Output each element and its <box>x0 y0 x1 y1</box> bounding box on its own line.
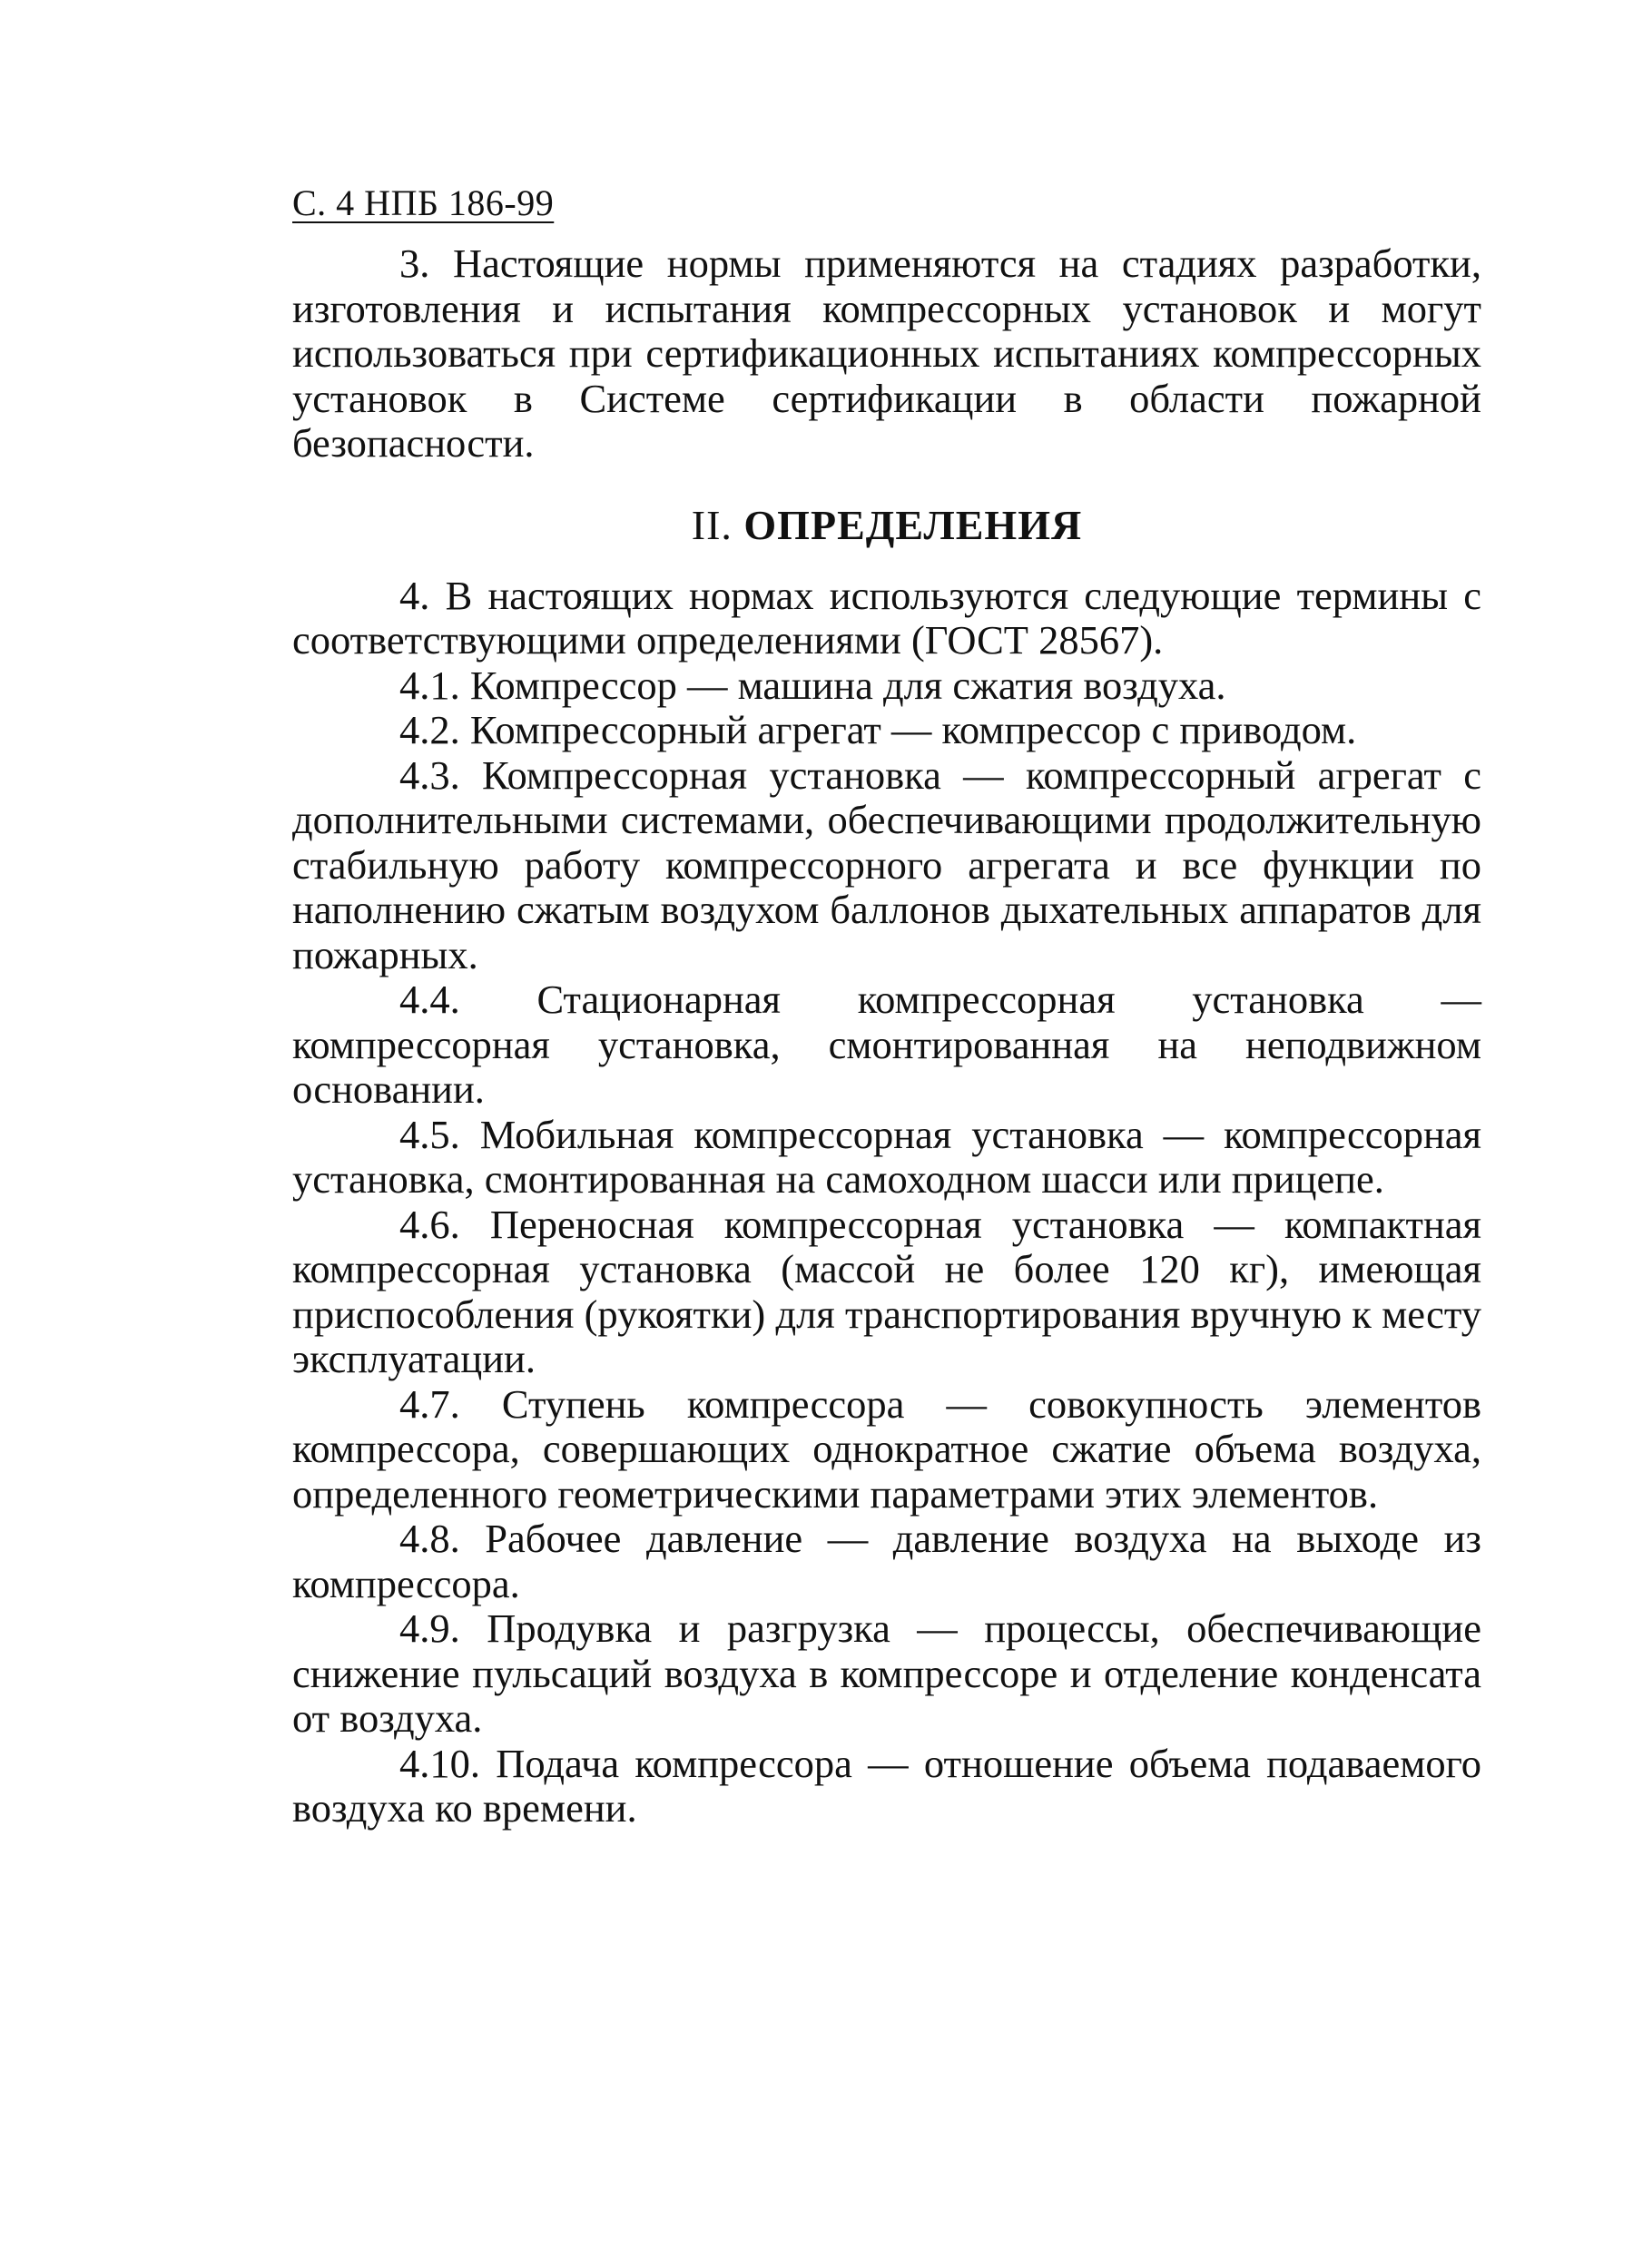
definition-4-6: 4.6. Переносная компрессорная установка — компактная компрессорная установка (массой не более 120 кг), имеющая приспособления (рукоятки) для транспортирования вручную к месту эксплуатации. <box>292 1201 1481 1381</box>
definition-4-2: 4.2. Компрессорный агрегат — компрессор с приводом. <box>399 707 1357 752</box>
definition-4-9: 4.9. Продувка и разгрузка — процессы, обеспечивающие снижение пульсаций воздуха в компрессоре и отделение конденсата от воздуха. <box>292 1605 1481 1741</box>
definition-4-5: 4.5. Мобильная компрессорная установка — компрессорная установка, смонтированная на самоходном шасси или прицепе. <box>292 1111 1481 1202</box>
definition-4-8: 4.8. Рабочее давление — давление воздуха на выходе из компрессора. <box>292 1516 1481 1606</box>
section-number: II. <box>691 501 733 548</box>
definition-4-4: 4.4. Стационарная компрессорная установка — компрессорная установка, смонтированная на неподвижном основании. <box>292 977 1481 1112</box>
definition-4-3: 4.3. Компрессорная установка — компрессорный агрегат с дополнительными системами, обеспечивающими продолжительную стабильную работу компрессорного агрегата и все функции по наполнению сжатым воздухом баллонов дыхательных аппаратов для пожарных. <box>292 751 1481 977</box>
definition-4-7: 4.7. Ступень компрессора — совокупность элементов компрессора, совершающих однократное сжатие объема воздуха, определенного геометрическими параметрами этих элементов. <box>292 1380 1481 1517</box>
section-heading <box>292 501 1481 550</box>
running-head <box>292 182 1481 225</box>
definition-4: 4. В настоящих нормах используются следующие термины с соответствующими определениями (ГОСТ 28567). <box>292 572 1481 663</box>
running-head-text: С. 4 НПБ 186-99 <box>292 182 555 223</box>
paragraph-3: 3. Настоящие нормы применяются на стадиях разработки, изготовления и испытания компрессорных установок и могут использоваться при сертификационных испытаниях компрессорных установок в Системе сертификации в области пожарной безопасности. <box>292 241 1481 466</box>
definition-4-1: 4.1. Компрессор — машина для сжатия воздуха. <box>399 662 1226 708</box>
section-title: ОПРЕДЕЛЕНИЯ <box>743 501 1083 548</box>
definition-4-10: 4.10. Подача компрессора — отношение объема подаваемого воздуха ко времени. <box>292 1740 1481 1831</box>
document-page <box>292 182 1481 1831</box>
